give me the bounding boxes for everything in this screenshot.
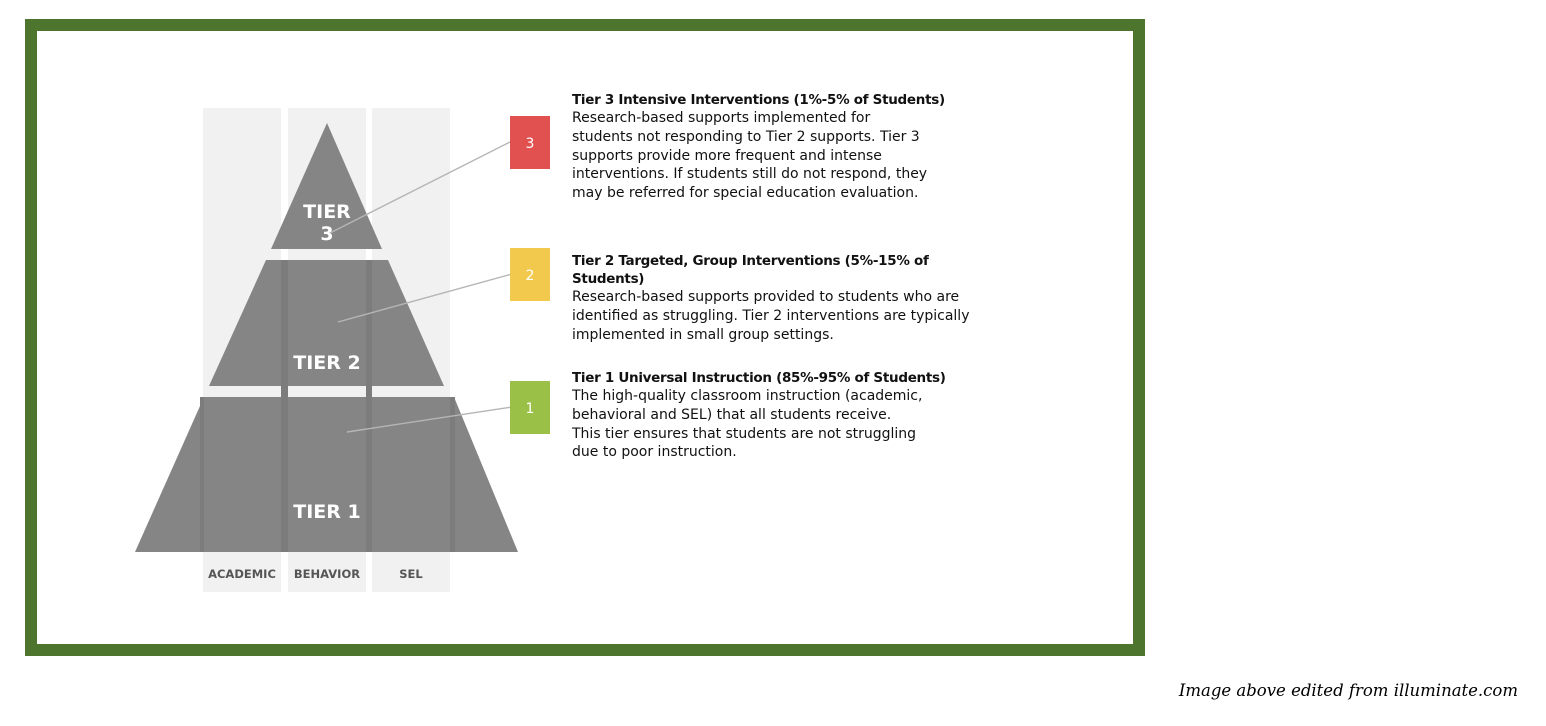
tier-3-label-line2: 3	[320, 223, 334, 245]
column-divider	[450, 397, 455, 552]
tier-2-body: Research-based supports provided to students who are identified as struggling. Tier 2 interventions are typically implemented in small group settings.	[572, 289, 970, 343]
column-label-behavior: BEHAVIOR	[293, 567, 361, 581]
column-divider	[200, 397, 204, 552]
tier-1-shape	[135, 397, 518, 552]
badge-tier-3-number: 3	[525, 136, 535, 152]
tier-1-body: The high-quality classroom instruction (academic, behavioral and SEL) that all students receive. This tier ensures that students are not struggling due to poor instruction.	[572, 388, 923, 461]
tier-2-label: TIER 2	[293, 352, 361, 374]
tier-3-title: Tier 3 Intensive Interventions (1%-5% of Students)	[572, 92, 945, 108]
badge-tier-2-number: 2	[525, 268, 535, 284]
tier-2-description	[572, 252, 992, 344]
tier-1-title: Tier 1 Universal Instruction (85%-95% of Students)	[572, 370, 946, 386]
badge-tier-1-number: 1	[525, 401, 535, 417]
tier-1-label: TIER 1	[293, 501, 361, 523]
tier-3-label-line1: TIER	[303, 201, 351, 223]
column-label-sel: SEL	[399, 567, 423, 581]
tier-2-title: Tier 2 Targeted, Group Interventions (5%-15% of Students)	[572, 253, 929, 287]
tier-1-description	[572, 369, 992, 462]
tier-3-description	[572, 91, 992, 203]
column-divider	[281, 260, 288, 552]
tier-3-body: Research-based supports implemented for students not responding to Tier 2 supports. Tier 3 supports provide more frequent and intense interventions. If students still do not respond, they may be referred for special education evaluation.	[572, 110, 928, 202]
image-credit: Image above edited from illuminate.com	[1178, 681, 1518, 700]
column-divider	[366, 260, 372, 552]
column-label-academic: ACADEMIC	[208, 567, 276, 581]
